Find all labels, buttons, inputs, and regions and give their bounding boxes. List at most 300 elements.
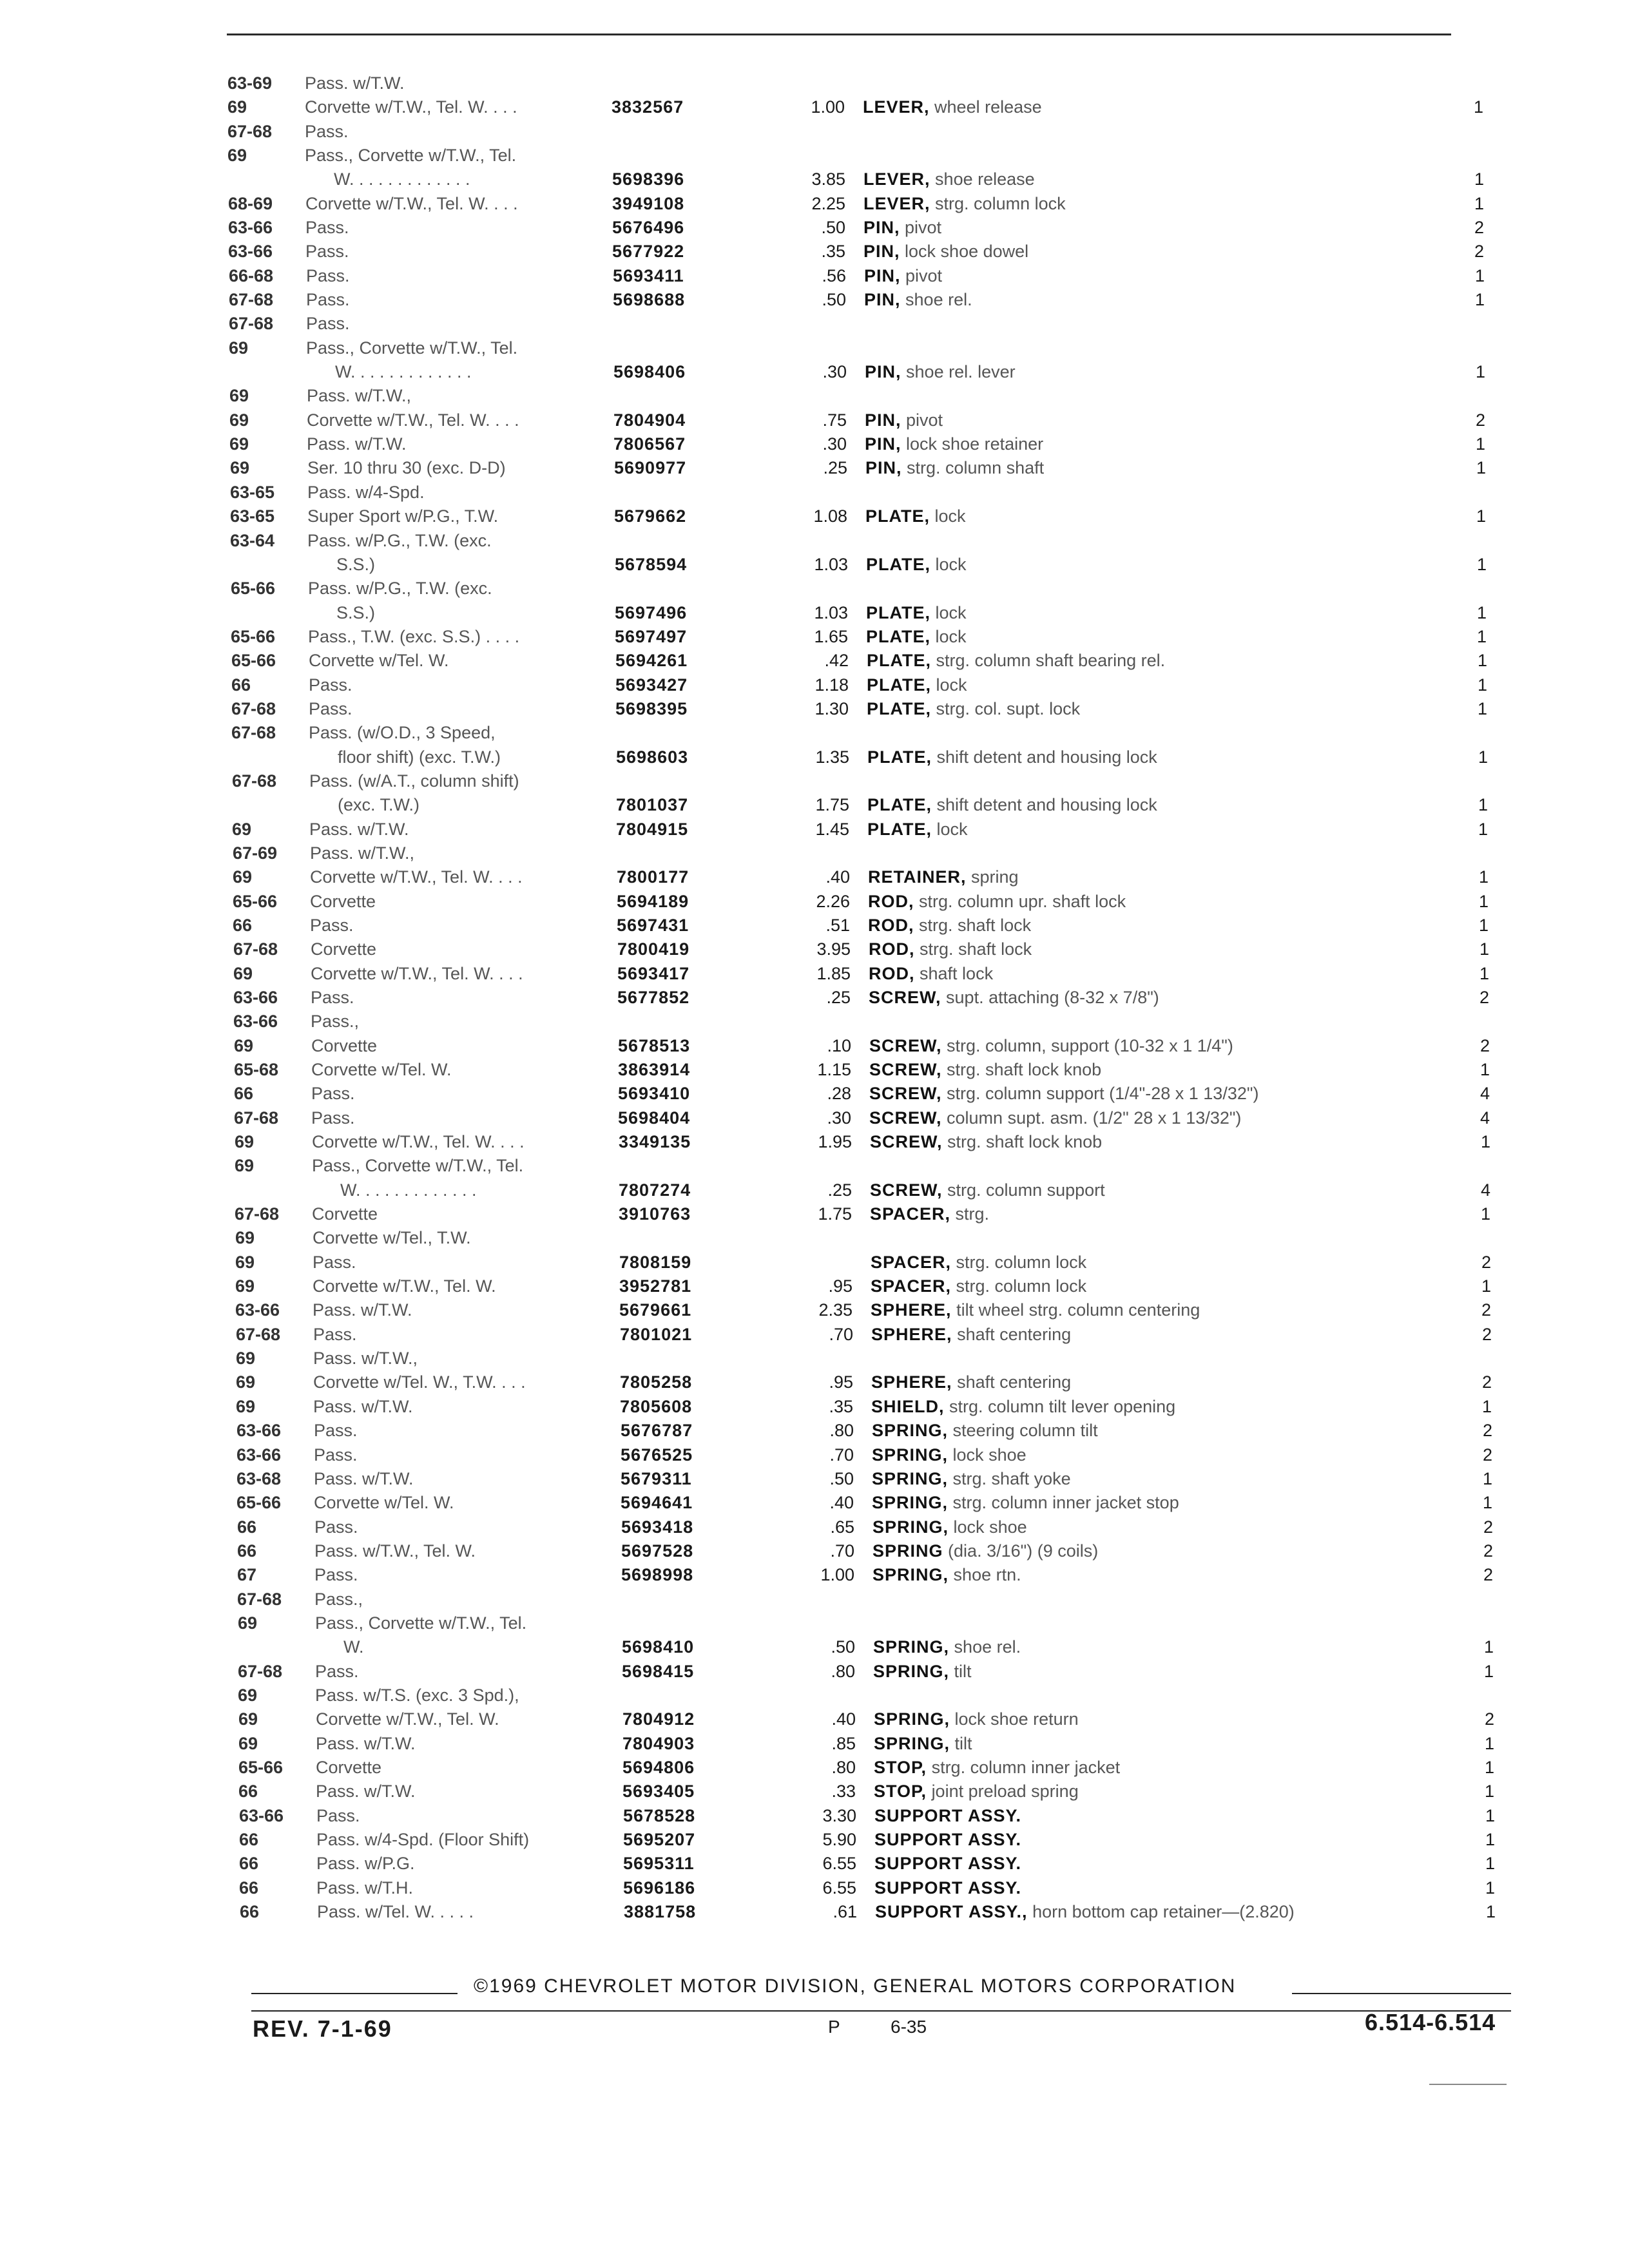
list-price: .33 [831, 1782, 856, 1801]
quantity: 2 [1483, 1541, 1494, 1561]
quantity: 1 [1477, 603, 1487, 622]
table-row [0, 144, 1629, 170]
model-application: Pass. [311, 988, 354, 1007]
part-number: 3881758 [624, 1902, 697, 1921]
year-range: 67-68 [231, 723, 276, 742]
part-number: 7804903 [622, 1734, 695, 1753]
part-description: shift detent and housing lock [936, 795, 1157, 814]
list-price: .40 [829, 1493, 854, 1512]
list-price: .80 [829, 1421, 854, 1440]
part-description: shoe rel. lever [906, 362, 1016, 381]
list-price: .50 [829, 1469, 854, 1488]
model-application: Corvette [311, 1036, 378, 1055]
list-price: .61 [833, 1902, 857, 1921]
table-row [0, 674, 1629, 700]
year-range: 69 [235, 1156, 255, 1175]
model-application: floor shift) (exc. T.W.) [338, 747, 501, 767]
part-number: 5698688 [613, 290, 686, 309]
model-application: Pass. w/T.W., [310, 843, 415, 863]
part-description: joint preload spring [931, 1782, 1079, 1801]
part-name [874, 1877, 1021, 1899]
part-name-keyword: ROD, [869, 964, 915, 983]
year-range: 67-69 [233, 843, 278, 863]
part-number: 5677852 [617, 988, 690, 1007]
part-name-keyword: SPRING, [872, 1493, 949, 1512]
part-name-keyword: PIN, [863, 242, 900, 261]
model-application: Pass. w/P.G., T.W. (exc. [308, 579, 492, 598]
part-name-keyword: PLATE, [867, 747, 932, 767]
part-name-keyword: PLATE, [867, 675, 931, 695]
part-description: supt. attaching (8-32 x 7/8") [946, 988, 1159, 1007]
quantity: 1 [1486, 1902, 1496, 1921]
table-row [0, 1684, 1629, 1710]
list-price: 6.55 [822, 1854, 856, 1873]
model-application: Pass., Corvette w/T.W., Tel. [306, 338, 518, 358]
part-name-keyword: PIN, [864, 290, 901, 309]
part-name-keyword: SPHERE, [871, 1372, 952, 1392]
part-number: 5693417 [617, 964, 690, 983]
table-row [0, 1780, 1629, 1806]
model-application: Corvette w/T.W., Tel. W. . . . [305, 194, 518, 213]
part-name [874, 1829, 1021, 1850]
part-name-keyword: LEVER, [863, 194, 930, 213]
part-name [863, 168, 1035, 190]
model-application: Pass. w/P.G., T.W. (exc. [307, 531, 492, 550]
year-range: 67-68 [235, 1204, 280, 1224]
model-application: Pass. (w/O.D., 3 Speed, [309, 723, 496, 742]
model-application: Pass. [306, 314, 350, 333]
part-name [874, 1780, 1079, 1802]
part-name [865, 457, 1044, 479]
quantity: 1 [1480, 1060, 1490, 1079]
copyright-line: ©1969 CHEVROLET MOTOR DIVISION, GENERAL MOTORS CORPORATION [474, 1975, 1237, 1997]
part-description: shaft lock [920, 964, 994, 983]
year-range: 66 [239, 1878, 259, 1898]
model-application: Pass. w/T.S. (exc. 3 Spd.), [315, 1686, 519, 1705]
part-name-keyword: PLATE, [867, 651, 931, 670]
year-range: 69 [227, 97, 247, 117]
model-application: Pass. [309, 675, 352, 695]
model-application: Pass., Corvette w/T.W., Tel. [305, 146, 517, 165]
part-number: 5698406 [613, 362, 686, 381]
year-range: 63-66 [228, 242, 273, 261]
year-range: 69 [238, 1734, 258, 1753]
model-application: Pass. [305, 218, 349, 237]
list-price: 3.85 [811, 169, 845, 189]
list-price: 3.30 [822, 1806, 856, 1825]
part-name-keyword: SCREW, [870, 1132, 943, 1151]
quantity: 1 [1477, 555, 1487, 574]
year-range: 67 [237, 1565, 257, 1584]
table-row [0, 1010, 1629, 1036]
table-row [0, 1107, 1629, 1133]
table-row [0, 1155, 1629, 1180]
table-row [0, 1444, 1629, 1470]
part-name [865, 433, 1043, 455]
table-row [0, 1901, 1629, 1927]
list-price: .70 [830, 1541, 854, 1561]
list-price: .10 [827, 1036, 851, 1055]
part-name [871, 1396, 1175, 1418]
list-price: 1.08 [813, 506, 847, 526]
table-row [0, 1756, 1629, 1782]
table-row [0, 602, 1629, 628]
part-name-keyword: SPRING, [874, 1734, 950, 1753]
quantity: 1 [1485, 1782, 1495, 1801]
part-name [873, 1660, 972, 1682]
list-price: .95 [828, 1276, 853, 1296]
part-name-keyword: PLATE, [865, 506, 930, 526]
part-number: 5693405 [622, 1782, 695, 1801]
part-description: tilt [954, 1662, 972, 1681]
year-range: 65-66 [231, 651, 276, 670]
table-row [0, 409, 1629, 435]
quantity: 1 [1474, 194, 1485, 213]
table-row [0, 1299, 1629, 1325]
year-range: 69 [229, 410, 249, 430]
year-range: 65-68 [234, 1060, 279, 1079]
part-name-keyword: SCREW, [869, 1084, 942, 1103]
model-application: Pass. w/4-Spd. (Floor Shift) [316, 1830, 530, 1849]
year-range: 67-68 [237, 1590, 282, 1609]
part-name-keyword: SUPPORT ASSY. [874, 1830, 1022, 1849]
year-range: 68-69 [228, 194, 273, 213]
part-description: strg. shaft lock knob [947, 1060, 1102, 1079]
part-description: strg. column shaft bearing rel. [936, 651, 1166, 670]
list-price: .28 [827, 1084, 851, 1103]
part-name [871, 1299, 1200, 1321]
year-range: 63-69 [227, 73, 273, 93]
model-application: Pass. w/T.W., [307, 386, 412, 405]
model-application: Pass. w/T.W. [305, 73, 405, 93]
section-number: 6.514-6.514 [1365, 2009, 1496, 2035]
year-range: 67-68 [236, 1325, 281, 1344]
year-range: 69 [232, 820, 252, 839]
year-range: 69 [234, 1036, 254, 1055]
part-description: strg. column tilt lever opening [949, 1397, 1176, 1416]
year-range: 65-66 [231, 627, 276, 646]
list-price: 1.03 [814, 603, 848, 622]
quantity: 1 [1484, 1637, 1494, 1657]
part-name [867, 698, 1080, 720]
table-row [0, 1419, 1629, 1445]
part-description: strg. column, support (10-32 x 1 1/4") [947, 1036, 1233, 1055]
list-price: .80 [831, 1758, 856, 1777]
list-price: .40 [831, 1709, 856, 1729]
table-row [0, 1131, 1629, 1157]
list-price: 1.35 [815, 747, 849, 767]
table-row [0, 1564, 1629, 1590]
year-range: 66 [240, 1902, 260, 1921]
table-row [0, 216, 1629, 242]
list-price: .65 [830, 1517, 854, 1537]
part-number: 5690977 [614, 458, 687, 477]
list-price: .70 [829, 1325, 853, 1344]
list-price: 1.75 [818, 1204, 852, 1224]
model-application: Pass. w/T.W., Tel. W. [314, 1541, 476, 1561]
model-application: Pass., T.W. (exc. S.S.) . . . . [308, 627, 520, 646]
table-row [0, 1708, 1629, 1734]
revision-date: REV. 7-1-69 [253, 2015, 392, 2042]
part-number: 5694641 [621, 1493, 693, 1512]
model-application: Corvette [312, 1204, 378, 1224]
model-application: Pass. [314, 1421, 358, 1440]
quantity: 2 [1476, 410, 1486, 430]
part-number: 5698404 [618, 1108, 691, 1128]
part-name [867, 649, 1165, 671]
part-description: shoe rel. [905, 290, 972, 309]
year-range: 69 [236, 1349, 256, 1368]
year-range: 66-68 [229, 266, 274, 285]
list-price: 1.00 [811, 97, 845, 117]
part-number: 7801037 [616, 795, 689, 814]
part-description: shoe release [935, 169, 1035, 189]
table-row [0, 914, 1629, 940]
model-application: Corvette w/T.W., Tel. W. . . . [310, 867, 523, 887]
part-number: 5697431 [617, 916, 689, 935]
table-row [0, 1805, 1629, 1831]
table-row [0, 337, 1629, 363]
part-description: strg. [955, 1204, 990, 1224]
year-range: 65-66 [238, 1758, 284, 1777]
list-price: .25 [827, 1180, 852, 1200]
model-application: Pass. [314, 1565, 358, 1584]
part-name-keyword: SPRING, [873, 1637, 950, 1657]
part-name-keyword: SPRING, [872, 1565, 949, 1584]
quantity: 1 [1479, 867, 1489, 887]
part-name-keyword: STOP, [874, 1782, 927, 1801]
part-description: lock [935, 603, 967, 622]
part-name [874, 1852, 1021, 1874]
table-row [0, 890, 1629, 916]
part-number: 5698415 [622, 1662, 695, 1681]
corner-mark [1429, 2084, 1507, 2085]
part-name [868, 866, 1019, 888]
year-range: 67-68 [232, 771, 277, 791]
table-row [0, 1492, 1629, 1517]
model-application: Corvette w/T.W., Tel. W. . . . [311, 964, 523, 983]
year-range: 69 [236, 1372, 256, 1392]
part-description: (dia. 3/16") (9 coils) [948, 1541, 1099, 1561]
part-number: 7800177 [617, 867, 689, 887]
model-application: Corvette w/T.W., Tel. W. [313, 1276, 496, 1296]
quantity: 4 [1480, 1084, 1490, 1103]
part-name [864, 265, 942, 287]
model-application: Pass. w/Tel. W. . . . . [317, 1902, 474, 1921]
model-application: Pass. w/P.G. [316, 1854, 415, 1873]
list-price: .35 [829, 1397, 853, 1416]
part-name-keyword: PIN, [863, 218, 900, 237]
part-description: pivot [906, 410, 943, 430]
year-range: 65-66 [231, 579, 276, 598]
quantity: 1 [1480, 939, 1490, 959]
year-range: 66 [239, 1830, 259, 1849]
quantity: 2 [1474, 218, 1485, 237]
list-price: 1.03 [814, 555, 848, 574]
part-name-keyword: SPRING, [873, 1662, 950, 1681]
part-name-keyword: ROD, [868, 892, 914, 911]
year-range: 66 [237, 1517, 257, 1537]
list-price: 1.45 [815, 820, 849, 839]
table-row [0, 770, 1629, 796]
quantity: 1 [1478, 675, 1488, 695]
list-price: .30 [822, 362, 847, 381]
year-range: 63-65 [230, 483, 275, 502]
part-number: 5694806 [622, 1758, 695, 1777]
table-row [0, 1852, 1629, 1878]
quantity: 1 [1483, 1493, 1493, 1512]
part-name-keyword: SCREW, [869, 1108, 942, 1128]
model-application: (exc. T.W.) [338, 795, 420, 814]
list-price: 1.00 [820, 1565, 854, 1584]
part-name-keyword: PLATE, [867, 820, 932, 839]
part-name-keyword: SCREW, [869, 988, 941, 1007]
part-number: 5697528 [621, 1541, 694, 1561]
list-price: .42 [824, 651, 849, 670]
part-name [872, 1419, 1098, 1441]
list-price: .70 [829, 1445, 854, 1465]
year-range: 69 [233, 964, 253, 983]
part-name [863, 193, 1066, 215]
table-row [0, 1877, 1629, 1903]
year-range: 67-68 [227, 122, 273, 141]
part-name-keyword: ROD, [869, 939, 915, 959]
part-name [875, 1901, 1295, 1923]
part-number: 5677922 [612, 242, 685, 261]
quantity: 1 [1478, 747, 1489, 767]
part-description: lock [934, 506, 966, 526]
quantity: 1 [1476, 362, 1486, 381]
table-row [0, 481, 1629, 507]
year-range: 67-68 [229, 290, 274, 309]
year-range: 63-66 [233, 988, 278, 1007]
year-range: 65-66 [236, 1493, 282, 1512]
part-name [867, 818, 968, 840]
model-application: Corvette w/Tel., T.W. [313, 1228, 471, 1247]
part-description: shoe rtn. [953, 1565, 1021, 1584]
table-row [0, 794, 1629, 820]
part-number: 7801021 [620, 1325, 693, 1344]
part-name-keyword: SUPPORT ASSY. [874, 1878, 1022, 1898]
part-name [871, 1251, 1086, 1273]
table-row [0, 986, 1629, 1012]
part-name [869, 963, 993, 985]
part-name [874, 1805, 1021, 1827]
year-range: 69 [238, 1709, 258, 1729]
table-row [0, 1275, 1629, 1301]
part-number: 5693410 [618, 1084, 691, 1103]
part-name [869, 1107, 1241, 1129]
table-row [0, 1347, 1629, 1373]
quantity: 2 [1480, 1036, 1490, 1055]
table-row [0, 530, 1629, 555]
part-name [863, 216, 941, 238]
part-number: 5694261 [615, 651, 688, 670]
part-description: strg. column inner jacket [931, 1758, 1121, 1777]
table-row [0, 96, 1629, 122]
quantity: 1 [1481, 1204, 1491, 1224]
table-row [0, 1468, 1629, 1494]
list-price: 2.26 [816, 892, 850, 911]
part-number: 5695311 [623, 1854, 695, 1873]
table-row [0, 265, 1629, 291]
table-row [0, 433, 1629, 459]
table-row [0, 842, 1629, 868]
part-name-keyword: ROD, [868, 916, 914, 935]
list-price: .25 [826, 988, 851, 1007]
model-application: Pass. w/T.W., [313, 1349, 418, 1368]
quantity: 2 [1483, 1421, 1493, 1440]
table-row [0, 457, 1629, 483]
list-price: .50 [831, 1637, 855, 1657]
year-range: 69 [235, 1276, 255, 1296]
part-number: 7807274 [619, 1180, 691, 1200]
model-application: Corvette [310, 892, 376, 911]
part-name [869, 1035, 1233, 1057]
year-range: 69 [238, 1613, 258, 1633]
quantity: 1 [1485, 1830, 1496, 1849]
year-range: 69 [235, 1132, 255, 1151]
table-row [0, 193, 1629, 218]
quantity: 2 [1483, 1445, 1493, 1465]
part-number: 7806567 [613, 434, 686, 454]
part-description: lock shoe [953, 1517, 1027, 1537]
model-application: Pass. [313, 1325, 357, 1344]
list-price: .75 [822, 410, 847, 430]
part-description: strg. column lock [956, 1276, 1087, 1296]
table-row [0, 1251, 1629, 1277]
part-name-keyword: SHIELD, [871, 1397, 945, 1416]
year-range: 69 [235, 1253, 255, 1272]
year-range: 66 [233, 916, 253, 935]
quantity: 1 [1474, 169, 1485, 189]
part-name [871, 1275, 1086, 1297]
part-number: 3952781 [619, 1276, 692, 1296]
part-number: 5678528 [623, 1806, 696, 1825]
model-application: Pass. w/T.W. [307, 434, 407, 454]
list-price: .30 [822, 434, 847, 454]
part-name [867, 746, 1157, 768]
quantity: 1 [1482, 1397, 1492, 1416]
part-name [868, 890, 1126, 912]
year-range: 66 [231, 675, 251, 695]
part-number: 5676787 [621, 1421, 693, 1440]
table-row [0, 1179, 1629, 1205]
part-description: strg. column inner jacket stop [952, 1493, 1179, 1512]
table-row [0, 1588, 1629, 1614]
part-number: 5698396 [612, 169, 685, 189]
part-name [870, 1179, 1105, 1201]
table-row [0, 505, 1629, 531]
quantity: 1 [1478, 820, 1489, 839]
year-range: 63-66 [236, 1421, 282, 1440]
footer-rule-left [251, 1993, 458, 1994]
quantity: 2 [1474, 242, 1485, 261]
part-name-keyword: PLATE, [866, 627, 930, 646]
list-price: 1.18 [815, 675, 849, 695]
year-range: 69 [229, 434, 249, 454]
part-number: 5678594 [615, 555, 688, 574]
part-name [866, 602, 967, 624]
year-range: 63-66 [228, 218, 273, 237]
part-description: shift detent and housing lock [936, 747, 1157, 767]
list-price: .50 [821, 218, 845, 237]
list-price: .30 [827, 1108, 851, 1128]
quantity: 1 [1484, 1662, 1494, 1681]
part-description: pivot [905, 266, 943, 285]
year-range: 67-68 [229, 314, 274, 333]
part-name-keyword: LEVER, [863, 97, 930, 117]
